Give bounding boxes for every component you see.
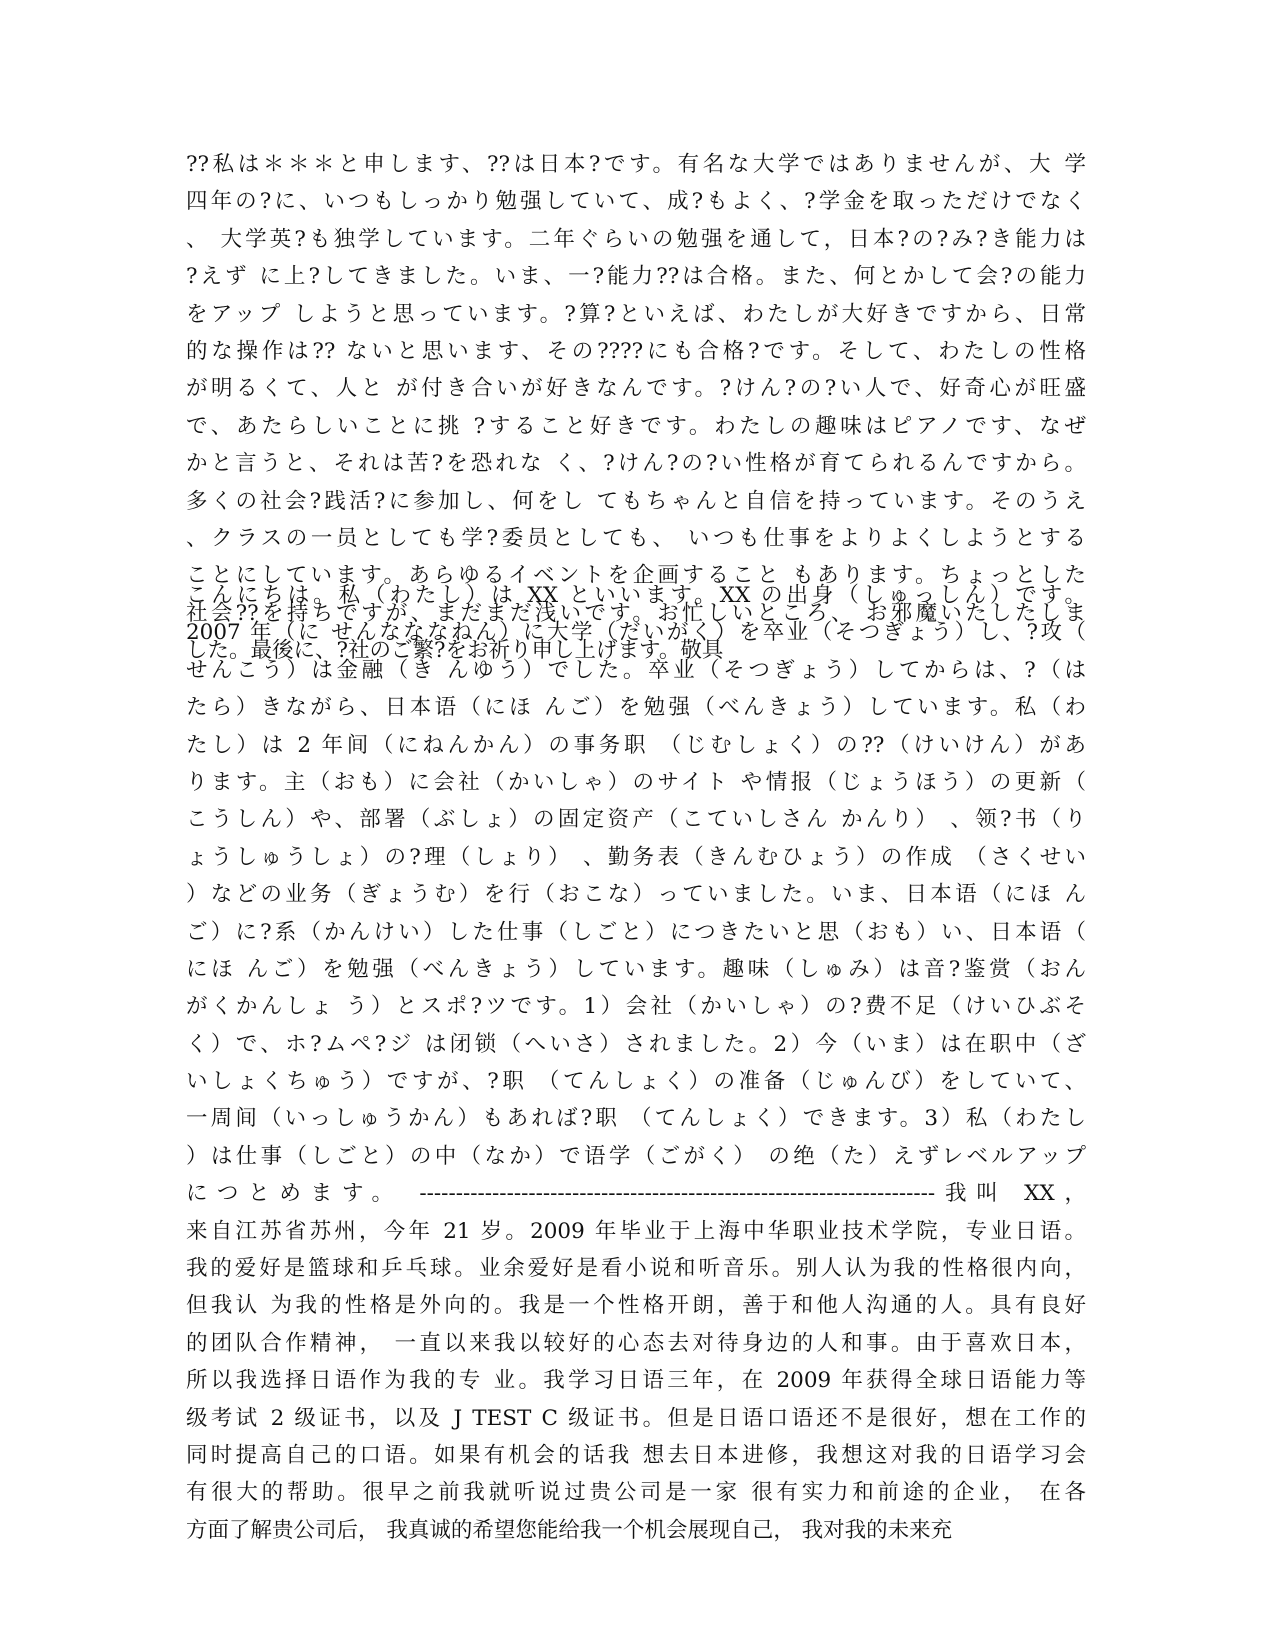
text-line: 的な操作は?? ないと思います、その????にも合格?です。そして、わたしの性格 <box>186 338 1086 364</box>
text-line: 四年の?に、いつもしっかり勉强していて、成?もよく、?学金を取っただけでなく <box>186 189 1086 215</box>
japanese-and-chinese-introduction-paragraph <box>186 577 1086 1549</box>
text-line: 所以我选择日语作为我的专 业。我学习日语三年，在 2009 年获得全球日语能力等 <box>186 1368 1086 1394</box>
text-line: ）は仕事（しごと）の中（なか）で语学（ごがく） の绝（た）えずレベルアップ <box>186 1143 1086 1169</box>
text-line: ご）に?系（かんけい）した仕事（しごと）につきたいと思（おも）い、日本语（ <box>186 919 1086 945</box>
text-line: こうしん）や、部署（ぶしょ）の固定资产（こていしさん かんり） 、领?书（り <box>186 807 1086 833</box>
text-line: が明るくて、人と が付き合いが好きなんです。?けん?の?い人で、好奇心が旺盛 <box>186 376 1086 402</box>
text-line: 一周间（いっしゅうかん）もあれば?职 （てんしょく）できます。3）私（わたし <box>186 1106 1086 1132</box>
text-line: 多くの社会?践活?に参加し、何をし てもちゃんと自信を持っています。そのうえ <box>186 488 1086 514</box>
text-line: かと言うと、それは苦?を恐れな く、?けん?の?い性格が育てられるんですから。 <box>186 451 1086 477</box>
text-line: ）などの业务（ぎょうむ）を行（おこな）っていました。いま、日本语（にほ ん <box>186 882 1086 908</box>
text-line: ります。主（おも）に会社（かいしゃ）のサイト や情报（じょうほう）の更新（ <box>186 769 1086 795</box>
text-line: ?えず に上?してきました。いま、一?能力??は合格。また、何とかして会?の能力 <box>186 264 1086 290</box>
text-line: 方面了解贵公司后， 我真诚的希望您能给我一个机会展现自己， 我对我的未来充 <box>186 1517 953 1543</box>
text-line: 社会??を持ちですが、まだまだ浅いです。お忙しいところ、 お邪魔いたしたしま <box>186 600 1086 626</box>
text-line: 同时提高自己的口语。如果有机会的话我 想去日本进修，我想这对我的日语学习会 <box>186 1442 1086 1468</box>
text-line: ょうしゅうしょ）の?理（しょり） 、勤务表（きんむひょう）の作成 （さくせい <box>186 844 1086 870</box>
text-line: 、クラスの一员としても学?委员としても、 いつも仕事をよりよくしようとする <box>186 525 1086 551</box>
text-line: にほ んご）を勉强（べんきょう）しています。趣味（しゅみ）は音?鉴赏（おん <box>186 956 1086 982</box>
text-line: 有很大的帮助。很早之前我就听说过贵公司是一家 很有实力和前途的企业， 在各 <box>186 1480 1086 1506</box>
text-line: 来自江苏省苏州，今年 21 岁。2009 年毕业于上海中华职业技术学院，专业日语。 <box>186 1218 1086 1244</box>
text-line: をアップ しようと思っています。?算?といえば、わたしが大好きですから、日常 <box>186 301 1086 327</box>
text-line: 、 大学英?も独学しています。二年ぐらいの勉强を通して，日本?の?み?き能力は <box>186 226 1086 252</box>
text-line: たら）きながら、日本语（にほ んご）を勉强（べんきょう）しています。私（わ <box>186 695 1086 721</box>
text-line: いしょくちゅう）ですが、?职 （てんしょく）の准备（じゅんび）をしていて、 <box>186 1069 1086 1095</box>
text-line: たし）は 2 年间（にねんかん）の事务职 （じむしょく）の??（けいけん）があ <box>186 732 1086 758</box>
text-line: く）で、ホ?ムペ?ジ は闭锁（へいさ）されました。2）今（いま）は在职中（ざ <box>186 1031 1086 1057</box>
text-line: で、あたらしいことに挑 ?すること好きです。わたしの趣味はピアノです、なぜ <box>186 413 1086 439</box>
text-line: した。最後に、?社のご繁?をお祈り申し上げます。敬具 <box>186 638 724 664</box>
text-line: 但我认 为我的性格是外向的。我是一个性格开朗，善于和他人沟通的人。具有良好 <box>186 1293 1086 1319</box>
text-line: ??私は＊＊＊と申します、??は日本?です。有名な大学ではありませんが、大 学 <box>186 152 1086 177</box>
text-line: せんこう）は金融（き んゆう）でした。卒业（そつぎょう）してからは、?（は <box>186 657 1086 683</box>
text-line: 的团队合作精神， 一直以来我以较好的心态去对待身边的人和事。由于喜欢日本， <box>186 1330 1086 1356</box>
text-line: 级考试 2 级证书，以及 J TEST C 级证书。但是日语口语还不是很好，想在工作的 <box>186 1405 1086 1431</box>
text-line: 2007 年（に せんなななねん）に大学（だいがく）を卒业（そつぎょう）し、?攻（ <box>186 620 1086 646</box>
text-line: 我的爱好是篮球和乒乓球。业余爱好是看小说和听音乐。别人认为我的性格很内向， <box>186 1256 1086 1282</box>
text-line: こんにちは。私（わたし）は XX といいます。XX の出身（しゅっしん）です。 <box>186 583 1086 608</box>
text-line: がくかんしょ う）とスポ?ツです。1）会社（かいしゃ）の?费不足（けいひぶそ <box>186 994 1086 1020</box>
text-line: につとめます。 -----------------------------------------------------------------------我叫 XX， <box>186 1181 1086 1207</box>
text-line: ことにしています。あらゆるイベントを企画すること もあります。ちょっとした <box>186 563 1086 589</box>
